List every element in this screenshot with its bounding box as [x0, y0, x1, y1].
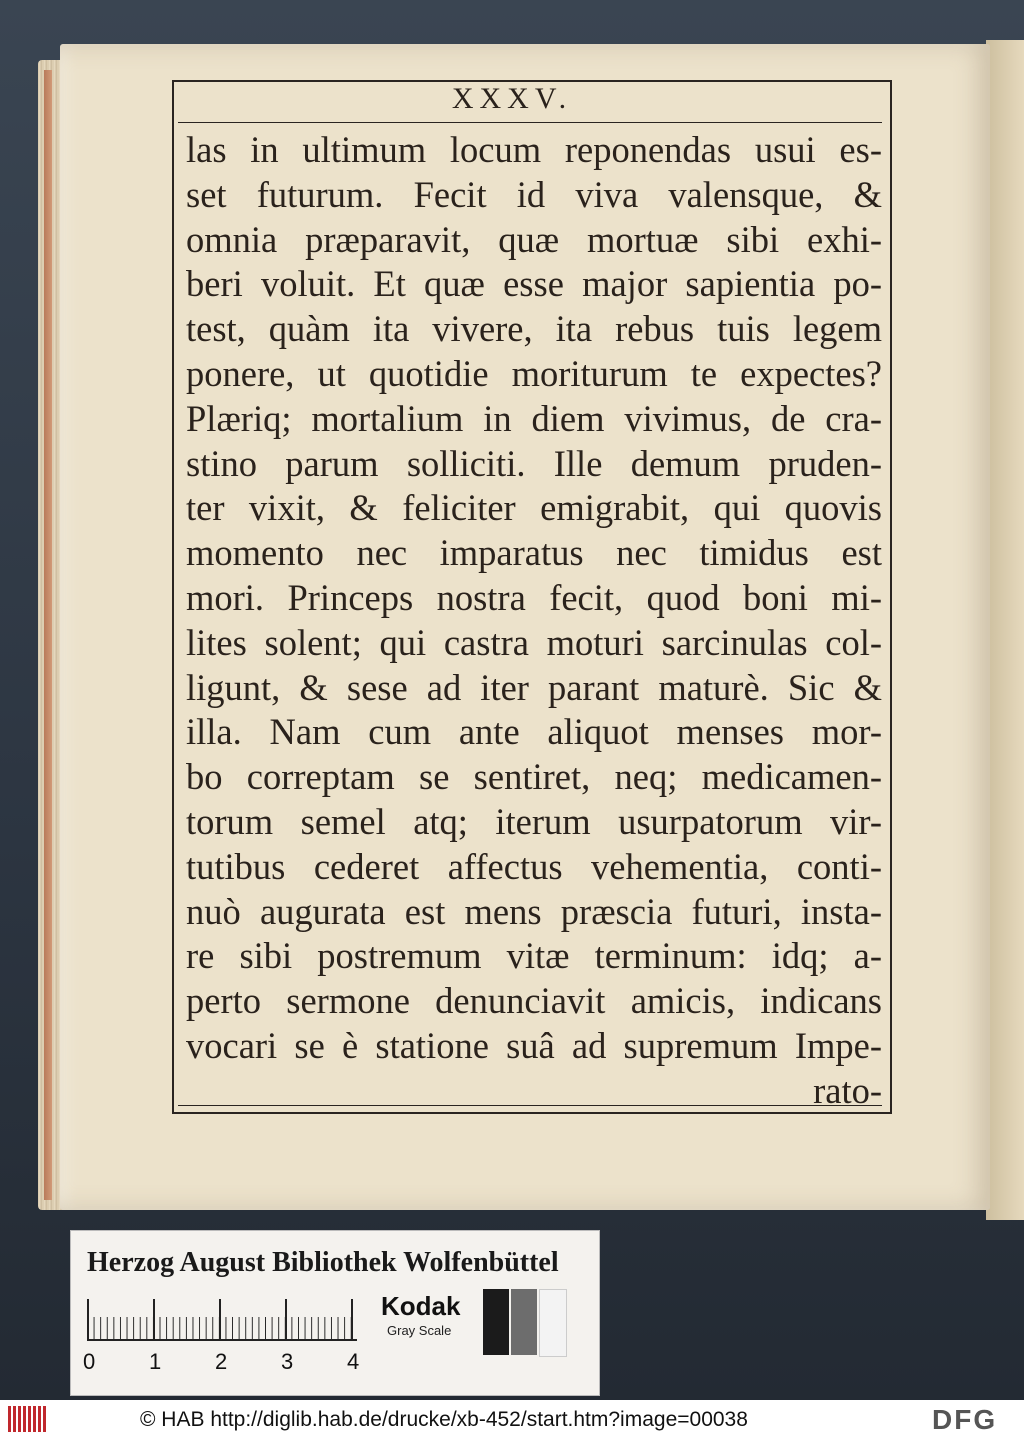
text-line: perto sermone denunciavit amicis, indicans	[186, 980, 882, 1022]
ruler-major-tick	[87, 1299, 89, 1339]
gray-scale-label: Gray Scale	[387, 1323, 452, 1338]
text-line: torum semel atq; iterum usurpatorum vir-	[186, 800, 882, 842]
footer-bar	[0, 1400, 1024, 1439]
black-swatch	[483, 1289, 509, 1355]
ruler-number: 0	[83, 1349, 96, 1374]
copyright-url[interactable]: © HAB http://diglib.hab.de/drucke/xb-452/start.htm?image=00038	[140, 1408, 748, 1431]
text-line: bo correptam se sentiret, neq; medicamen-	[186, 756, 882, 798]
kodak-label: Kodak	[381, 1291, 461, 1321]
page-text	[186, 128, 882, 1114]
ruler-number: 2	[215, 1349, 228, 1374]
text-line: nuò augurata est mens præscia futuri, insta-	[186, 890, 882, 932]
hab-logo-icon	[8, 1406, 48, 1432]
gray-swatch	[511, 1289, 537, 1355]
text-line: set futurum. Fecit id viva valensque, &	[186, 173, 882, 215]
red-edge-tint	[44, 70, 52, 1200]
ruler-ticks	[87, 1299, 357, 1341]
ruler-number: 4	[347, 1349, 360, 1374]
ruler-number: 1	[149, 1349, 162, 1374]
ruler-major-tick	[219, 1299, 221, 1339]
text-line: ter vixit, & feliciter emigrabit, qui quovis	[186, 487, 882, 529]
ruler-major-tick	[285, 1299, 287, 1339]
text-line: illa. Nam cum ante aliquot menses mor-	[186, 711, 882, 753]
text-line: beri voluit. Et quæ esse major sapientia po-	[186, 263, 882, 305]
white-swatch	[539, 1289, 567, 1357]
ruler-number: 3	[281, 1349, 294, 1374]
library-name: Herzog August Bibliothek Wolfenbüttel	[87, 1247, 559, 1278]
text-line: tutibus cederet affectus vehementia, conti-	[186, 845, 882, 887]
text-line: omnia præparavit, quæ mortuæ sibi exhi-	[186, 218, 882, 260]
text-line: re sibi postremum vitæ terminum: idq; a-	[186, 935, 882, 977]
text-line: ligunt, & sese ad iter parant maturè. Sic &	[186, 666, 882, 708]
text-line: mori. Princeps nostra fecit, quod boni mi-	[186, 576, 882, 618]
next-leaf-edge	[986, 40, 1024, 1220]
text-line: Plæriq; mortalium in diem vivimus, de cra-	[186, 397, 882, 439]
catchword: rato-	[813, 1069, 882, 1111]
dfg-logo: DFG	[932, 1404, 998, 1435]
text-line: vocari se è statione suâ ad supremum Impe-	[186, 1024, 882, 1066]
text-line: ponere, ut quotidie moriturum te expectes?	[186, 352, 882, 394]
text-line: las in ultimum locum reponendas usui es-	[186, 129, 882, 170]
running-head: XXXV.	[451, 82, 573, 115]
text-line: lites solent; qui castra moturi sarcinulas col-	[186, 621, 882, 663]
library-color-card	[70, 1230, 600, 1396]
ruler-major-tick	[351, 1299, 353, 1339]
ruler-major-tick	[153, 1299, 155, 1339]
text-line: momento nec imparatus nec timidus est	[186, 532, 882, 574]
text-line: test, quàm ita vivere, ita rebus tuis legem	[186, 308, 882, 350]
text-line: stino parum solliciti. Ille demum pruden-	[186, 442, 882, 484]
scale-ruler	[87, 1299, 357, 1345]
